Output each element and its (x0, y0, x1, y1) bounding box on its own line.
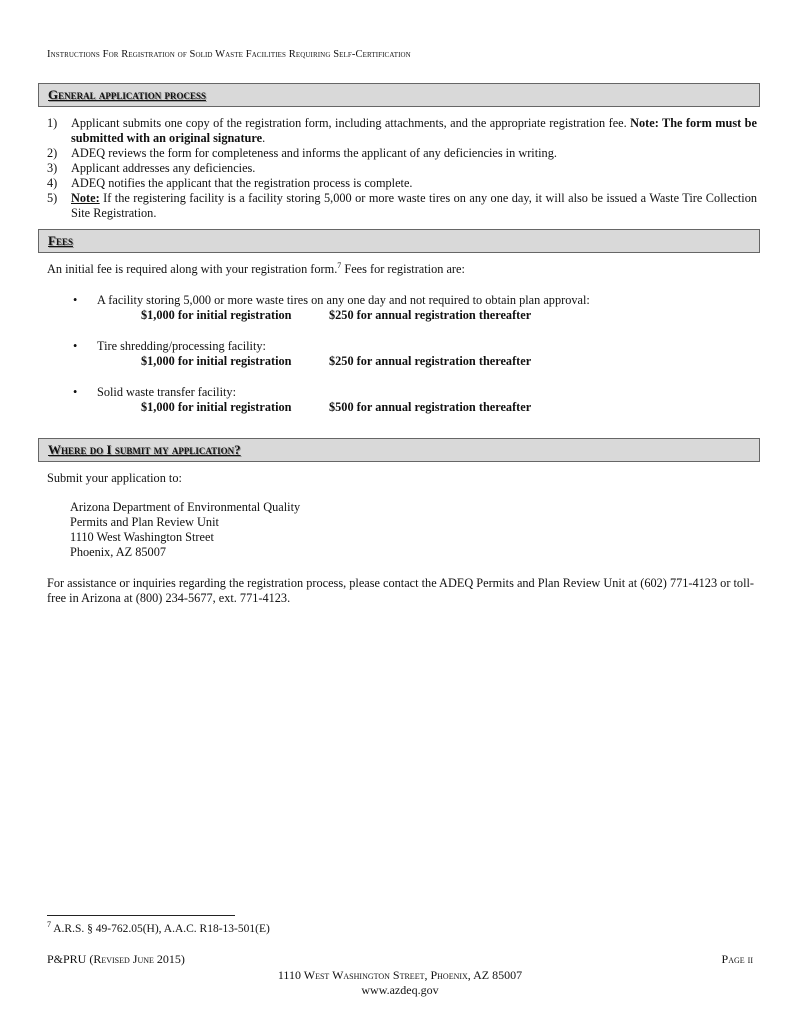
step-item (47, 146, 757, 161)
step-text: Applicant addresses any deficiencies. (71, 161, 256, 175)
step-note-bold: Note: The form must be submitted with an original signature (71, 116, 757, 145)
submit-intro: Submit your application to: (47, 471, 182, 485)
section-header-fees (38, 229, 760, 253)
footnote-ref: 7 (337, 260, 342, 270)
section-title-fees: Fees (48, 233, 73, 248)
fees-intro (47, 262, 754, 277)
section-title-general: General application process (48, 87, 206, 102)
footnote-text: A.R.S. § 49-762.05(H), A.A.C. R18-13-501(E) (51, 923, 270, 935)
footnote (47, 922, 270, 937)
application-steps-list (47, 116, 757, 221)
section-header-submit (38, 438, 760, 462)
step-note-label: Note: (71, 191, 100, 205)
step-number: 2) (47, 146, 58, 160)
footer-website: www.azdeq.gov (361, 983, 439, 997)
step-number: 4) (47, 176, 58, 190)
footnote-number: 7 (47, 920, 51, 930)
fee-item-label: A facility storing 5,000 or more waste tires on any one day and not required to obtain plan approval: (97, 293, 590, 307)
address-line: Permits and Plan Review Unit (70, 515, 219, 529)
fee-annual: $500 for annual registration thereafter (329, 400, 532, 414)
step-text: Applicant submits one copy of the registration form, including attachments, and the appropriate registration fee. (71, 116, 631, 130)
address-line: Arizona Department of Environmental Quality (70, 500, 301, 514)
step-item (47, 161, 757, 176)
mailing-address (70, 500, 300, 560)
fee-initial: $1,000 for initial registration (141, 308, 292, 322)
fees-intro-text: An initial fee is required along with your registration form. (47, 262, 338, 276)
section-title-submit: Where do I submit my application? (48, 442, 241, 457)
bullet-icon: • (73, 385, 78, 399)
fee-item-label: Tire shredding/processing facility: (97, 339, 266, 353)
running-head: Instructions For Registration of Solid Waste Facilities Requiring Self-Certification (47, 49, 411, 60)
fee-annual: $250 for annual registration thereafter (329, 308, 532, 322)
section-header-general (38, 83, 760, 107)
bullet-icon: • (73, 339, 78, 353)
footer-revision: P&PRU (Revised June 2015) (47, 952, 185, 966)
footer-address: 1110 West Washington Street, Phoenix, AZ 85007 (277, 968, 523, 982)
fee-item-label: Solid waste transfer facility: (97, 385, 236, 399)
footer-page-number: Page ii (721, 952, 753, 966)
assistance-paragraph: For assistance or inquiries regarding the registration process, please contact the ADEQ Permits and Plan Review Unit at (602) 771-4123 or toll-free in Arizona at (800) 234-5677, ext. 771-4123. (47, 576, 754, 605)
step-item (47, 191, 757, 221)
step-number: 5) (47, 191, 58, 205)
address-line: Phoenix, AZ 85007 (70, 545, 166, 559)
step-number: 1) (47, 116, 58, 130)
step-text-tail: . (262, 131, 266, 145)
bullet-icon: • (73, 293, 78, 307)
address-line: 1110 West Washington Street (70, 530, 214, 544)
fee-initial: $1,000 for initial registration (141, 400, 292, 414)
fee-initial: $1,000 for initial registration (141, 354, 292, 368)
footnote-divider (47, 915, 235, 916)
step-number: 3) (47, 161, 58, 175)
step-text: ADEQ notifies the applicant that the registration process is complete. (71, 176, 413, 190)
step-text: If the registering facility is a facility storing 5,000 or more waste tires on any one day, it will also be issued a Waste Tire Collection Site Registration. (71, 191, 757, 220)
fee-annual: $250 for annual registration thereafter (329, 354, 532, 368)
step-item (47, 116, 757, 146)
step-item (47, 176, 757, 191)
fees-intro-tail: Fees for registration are: (341, 262, 465, 276)
step-text: ADEQ reviews the form for completeness and informs the applicant of any deficiencies in writing. (71, 146, 557, 160)
